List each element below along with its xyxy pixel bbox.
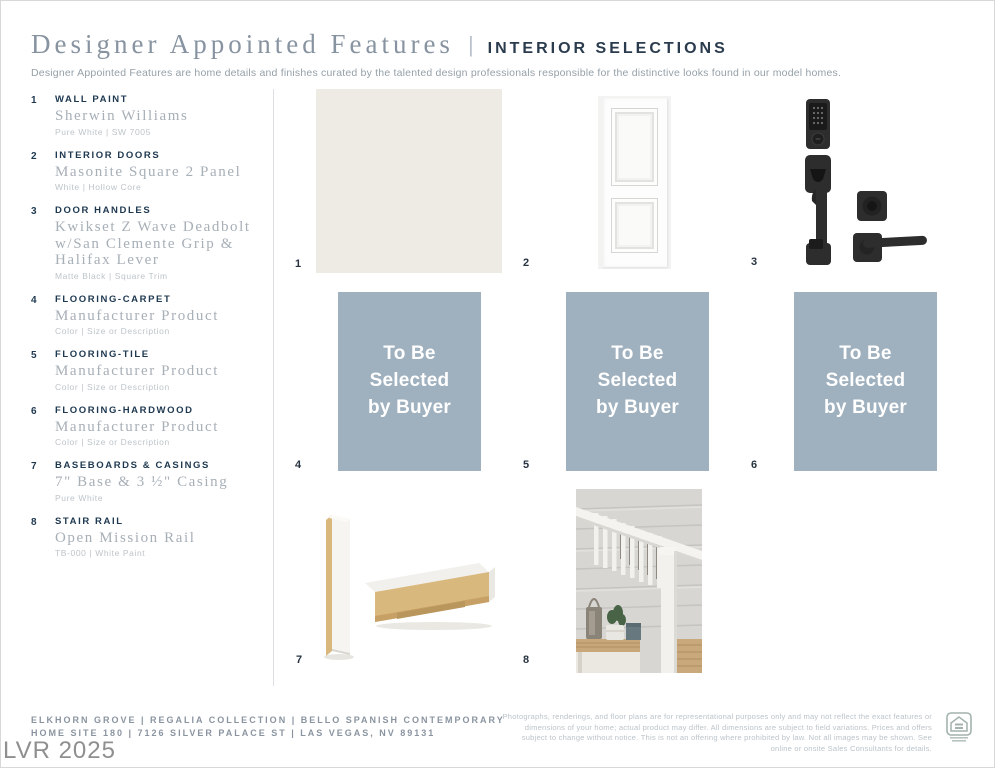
item-number: 1 bbox=[31, 95, 37, 106]
door-hardware-image bbox=[789, 93, 944, 268]
page-subtitle: Designer Appointed Features are home details and finishes curated by the talented design professionals responsible for the distinctive looks found in our model homes. bbox=[31, 67, 842, 79]
list-item-baseboards-casings bbox=[31, 460, 256, 503]
baseboard-casing-image bbox=[319, 506, 499, 664]
item-number: 2 bbox=[31, 150, 37, 162]
item-product-name: Kwikset Z Wave Deadbolt w/San Clemente Grip & Halifax Lever bbox=[55, 219, 251, 268]
item-heading: FLOORING-CARPET bbox=[55, 293, 172, 305]
item-heading: STAIR RAIL bbox=[55, 515, 124, 527]
item-detail: Color | Size or Description bbox=[55, 381, 170, 392]
gallery-number-7: 7 bbox=[296, 654, 303, 666]
item-number: 7 bbox=[31, 461, 37, 472]
item-product-name: Manufacturer Product bbox=[55, 307, 220, 324]
item-product-name: 7" Base & 3 ½" Casing bbox=[55, 474, 229, 490]
placeholder-to-be-selected bbox=[338, 292, 481, 471]
item-heading: FLOORING-HARDWOOD bbox=[55, 404, 194, 416]
tbd-line: by Buyer bbox=[824, 396, 907, 418]
stair-rail-photo bbox=[576, 489, 702, 673]
gallery-number-6: 6 bbox=[751, 459, 758, 471]
gallery-number-2: 2 bbox=[523, 257, 530, 269]
item-number: 4 bbox=[31, 294, 37, 306]
item-detail: Matte Black | Square Trim bbox=[55, 270, 168, 281]
list-item-wall-paint bbox=[31, 94, 256, 137]
gallery-number-8: 8 bbox=[523, 654, 530, 666]
door-panel-top bbox=[611, 108, 658, 186]
item-number: 3 bbox=[31, 206, 37, 217]
list-item-flooring-tile bbox=[31, 349, 256, 392]
gallery-number-1: 1 bbox=[295, 258, 302, 270]
item-detail: Color | Size or Description bbox=[55, 326, 170, 336]
tbd-line: Selected bbox=[369, 370, 450, 392]
item-heading: FLOORING-TILE bbox=[55, 349, 150, 360]
item-detail: Pure White bbox=[55, 492, 104, 503]
selections-list bbox=[31, 94, 256, 571]
tbd-line: by Buyer bbox=[368, 396, 451, 418]
title-separator: | bbox=[467, 32, 474, 57]
item-product-name: Masonite Square 2 Panel bbox=[55, 163, 242, 180]
vertical-divider bbox=[273, 89, 274, 686]
tbd-line: To Be bbox=[839, 343, 892, 365]
interior-door-image bbox=[598, 96, 671, 269]
community-line-2: HOME SITE 180 | 7126 SILVER PALACE ST | LAS VEGAS, NV 89131 bbox=[31, 728, 436, 738]
page-title bbox=[31, 29, 841, 60]
item-number: 8 bbox=[31, 516, 37, 528]
legal-disclaimer: Photographs, renderings, and floor plans are for representational purposes only and may not reflect the exact features or dimensions of your home; actual product may differ. All dimensions are subject to field variations. Prices and offers subject to change without notice. This is not an offering where prohibited by law. Not all images may be shown. See online or onsite Sales Consultants for details. bbox=[502, 712, 932, 753]
community-line-1: ELKHORN GROVE | REGALIA COLLECTION | BELLO SPANISH CONTEMPORARY bbox=[31, 715, 505, 725]
item-detail: Pure White | SW 7005 bbox=[55, 126, 151, 137]
item-product-name: Open Mission Rail bbox=[55, 529, 196, 546]
item-number: 6 bbox=[31, 405, 37, 417]
door-slab bbox=[602, 98, 667, 267]
gallery-number-4: 4 bbox=[295, 459, 302, 471]
item-heading: WALL PAINT bbox=[55, 94, 129, 105]
paint-swatch-image bbox=[316, 89, 502, 273]
item-detail: Color | Size or Description bbox=[55, 437, 170, 447]
header bbox=[31, 29, 841, 79]
item-heading: DOOR HANDLES bbox=[55, 205, 152, 216]
item-detail: White | Hollow Core bbox=[55, 182, 142, 192]
list-item-flooring-hardwood bbox=[31, 405, 256, 448]
tbd-line: Selected bbox=[597, 370, 678, 392]
placeholder-to-be-selected bbox=[794, 292, 937, 471]
item-product-name: Sherwin Williams bbox=[55, 108, 189, 124]
tbd-line: To Be bbox=[611, 343, 664, 365]
placeholder-to-be-selected bbox=[566, 292, 709, 471]
title-serif: Designer Appointed Features bbox=[31, 29, 454, 59]
tbd-line: Selected bbox=[825, 370, 906, 392]
tbd-line: by Buyer bbox=[596, 396, 679, 418]
list-item-interior-doors bbox=[31, 150, 256, 193]
watermark-lvr: LVR 2025 bbox=[3, 737, 116, 764]
equal-housing-opportunity-icon bbox=[944, 711, 974, 745]
item-heading: INTERIOR DOORS bbox=[55, 149, 161, 161]
list-item-door-handles bbox=[31, 205, 256, 281]
door-panel-bottom bbox=[611, 198, 658, 253]
item-heading: BASEBOARDS & CASINGS bbox=[55, 460, 210, 471]
item-product-name: Manufacturer Product bbox=[55, 363, 220, 379]
gallery-number-3: 3 bbox=[751, 256, 758, 268]
item-detail: TB-000 | White Paint bbox=[55, 548, 146, 558]
list-item-flooring-carpet bbox=[31, 294, 256, 337]
tbd-line: To Be bbox=[383, 343, 436, 365]
item-number: 5 bbox=[31, 350, 37, 361]
title-caps: INTERIOR SELECTIONS bbox=[487, 40, 728, 57]
list-item-stair-rail bbox=[31, 516, 256, 559]
item-product-name: Manufacturer Product bbox=[55, 418, 220, 435]
gallery-number-5: 5 bbox=[523, 459, 530, 471]
